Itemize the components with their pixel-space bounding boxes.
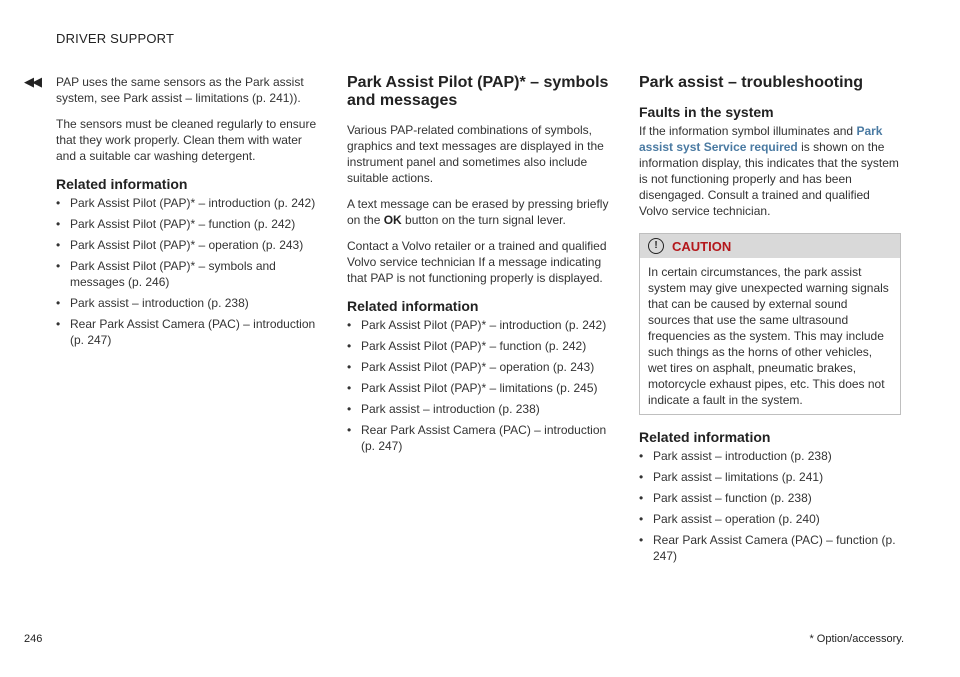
caution-box: [639, 233, 901, 415]
footnote: * Option/accessory.: [809, 633, 904, 645]
column-3: [639, 74, 901, 569]
bullet-icon: •: [56, 296, 61, 310]
related-information-heading: Related information: [347, 298, 479, 314]
faults-heading: Faults in the system: [639, 104, 774, 120]
service-message: Park assist syst Service required: [639, 124, 883, 154]
related-link[interactable]: • Park assist – introduction (p. 238): [347, 402, 540, 416]
related-link[interactable]: • Park Assist Pilot (PAP)* – limitations (p. 245): [347, 381, 598, 395]
bullet-icon: •: [347, 402, 352, 416]
related-link[interactable]: • Park assist – introduction (p. 238): [639, 449, 832, 463]
bullet-icon: •: [639, 491, 644, 505]
related-link[interactable]: • Rear Park Assist Camera (PAC) – function (p. 247): [639, 533, 896, 563]
related-information-heading: Related information: [56, 176, 188, 192]
symbols-paragraph: Various PAP-related combinations of symbols, graphics and text messages are displayed in the instrument panel and sometimes also include suitable actions.: [347, 123, 604, 185]
bullet-icon: •: [639, 533, 644, 547]
bullet-icon: •: [639, 449, 644, 463]
bullet-icon: •: [347, 318, 352, 332]
erase-message-paragraph: A text message can be erased by pressing briefly on the OK button on the turn signal lever.: [347, 197, 609, 227]
related-link[interactable]: • Park assist – introduction (p. 238): [56, 296, 249, 310]
bullet-icon: •: [347, 360, 352, 374]
related-link[interactable]: • Park Assist Pilot (PAP)* – introduction (p. 242): [347, 318, 607, 332]
related-link[interactable]: • Park Assist Pilot (PAP)* – function (p. 242): [347, 339, 587, 353]
caution-label: CAUTION: [672, 238, 732, 254]
column-1: [56, 74, 318, 353]
contact-paragraph: Contact a Volvo retailer or a trained and qualified Volvo service technician If a message indicating that PAP is not functioning properly is displayed.: [347, 239, 607, 285]
bullet-icon: •: [639, 470, 644, 484]
bullet-icon: •: [56, 259, 61, 273]
exclamation-icon: !: [648, 238, 664, 254]
bullet-icon: •: [56, 217, 61, 231]
bullet-icon: •: [639, 512, 644, 526]
related-list: [347, 317, 609, 454]
bullet-icon: •: [347, 339, 352, 353]
bullet-icon: •: [56, 317, 61, 331]
related-link[interactable]: • Rear Park Assist Camera (PAC) – introduction (p. 247): [56, 317, 316, 347]
related-link[interactable]: • Park Assist Pilot (PAP)* – operation (p. 243): [56, 238, 304, 252]
page-number: 246: [24, 633, 43, 645]
bullet-icon: •: [56, 196, 61, 210]
section-title: Park assist – troubleshooting: [639, 74, 864, 91]
related-link[interactable]: • Park Assist Pilot (PAP)* – symbols and messages (p. 246): [56, 259, 276, 289]
section-title: Park Assist Pilot (PAP)* – symbols and messages: [347, 74, 609, 109]
faults-paragraph: If the information symbol illuminates and Park assist syst Service required is shown on the information display, this indicates that the system is not functioning properly and has been disengaged. Consult a trained and qualified Volvo service technician.: [639, 124, 899, 218]
related-link[interactable]: • Park Assist Pilot (PAP)* – operation (p. 243): [347, 360, 595, 374]
related-link[interactable]: • Rear Park Assist Camera (PAC) – introduction (p. 247): [347, 423, 607, 453]
bullet-icon: •: [56, 238, 61, 252]
bullet-icon: •: [347, 423, 352, 437]
related-link[interactable]: • Park assist – limitations (p. 241): [639, 470, 824, 484]
sensors-paragraph: PAP uses the same sensors as the Park assist system, see Park assist – limitations (p. 241)).: [56, 75, 304, 105]
continued-marker: ◀◀: [24, 74, 40, 89]
related-list: [639, 448, 901, 564]
column-2: [347, 74, 609, 459]
related-link[interactable]: • Park Assist Pilot (PAP)* – introduction (p. 242): [56, 196, 316, 210]
related-link[interactable]: • Park Assist Pilot (PAP)* – function (p. 242): [56, 217, 296, 231]
caution-text: In certain circumstances, the park assist system may give unexpected warning signals that can be caused by external sound sources that use the same ultrasound frequencies as the system. This may include such things as the horns of other vehicles, wet tires on asphalt, pneumatic brakes, motorcycle exhaust pipes, etc. This does not indicate a fault in the system.: [648, 265, 889, 407]
related-link[interactable]: • Park assist – operation (p. 240): [639, 512, 820, 526]
related-link[interactable]: • Park assist – function (p. 238): [639, 491, 812, 505]
ok-button-label: OK: [383, 213, 402, 227]
related-list: [56, 195, 318, 348]
related-information-heading: Related information: [639, 429, 771, 445]
section-header: DRIVER SUPPORT: [56, 31, 175, 46]
bullet-icon: •: [347, 381, 352, 395]
cleaning-paragraph: The sensors must be cleaned regularly to ensure that they work properly. Clean them with water and a suitable car washing detergent.: [56, 117, 317, 163]
caution-header: [640, 234, 900, 258]
